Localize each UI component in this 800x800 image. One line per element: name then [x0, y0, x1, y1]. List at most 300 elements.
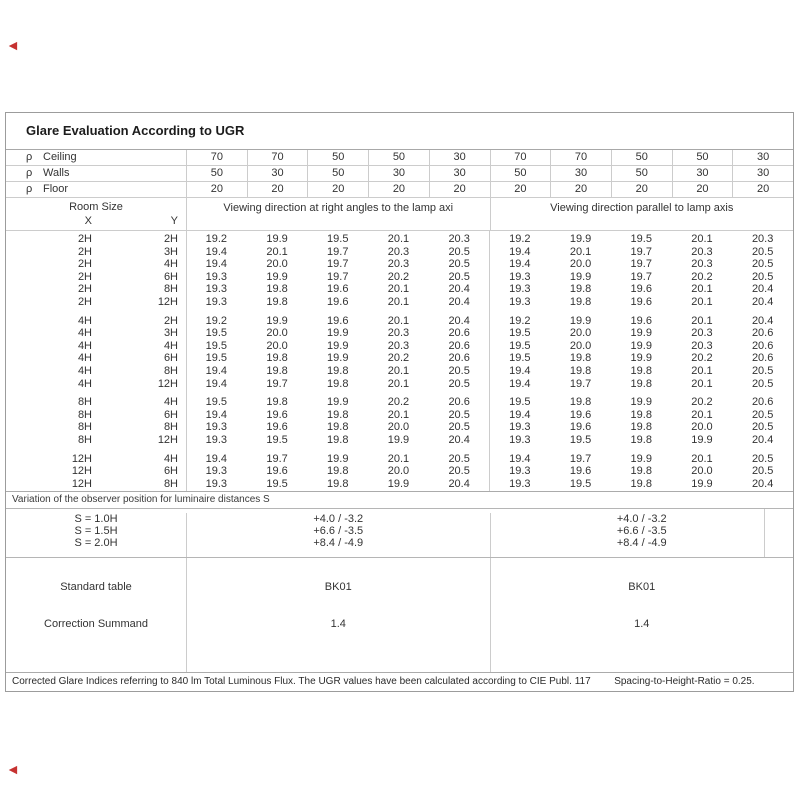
ugr-value: 19.7 [327, 245, 349, 258]
ugr-value: 19.4 [509, 377, 531, 390]
rho-value: 20 [550, 182, 611, 197]
ugr-value: 19.9 [327, 396, 349, 409]
ugr-value: 20.1 [691, 283, 713, 296]
ugr-value: 19.4 [205, 377, 228, 390]
ugr-value: 19.3 [205, 477, 228, 490]
ugr-value: 20.0 [569, 339, 592, 352]
s-distance-label: S = 2.0H [74, 537, 118, 549]
ugr-value: 19.8 [630, 477, 652, 490]
ugr-value: 19.8 [266, 352, 288, 365]
table-row [6, 434, 793, 447]
room-x: 8H [77, 421, 92, 434]
rho-surface-name: Floor [43, 183, 69, 195]
ugr-value: 19.9 [387, 477, 410, 490]
ugr-value: 20.5 [448, 452, 470, 465]
ugr-group-4 [6, 453, 793, 491]
ugr-value: 20.3 [751, 233, 774, 245]
room-y: 6H [163, 465, 178, 478]
ugr-value: 19.5 [509, 352, 531, 365]
ugr-value: 19.8 [327, 465, 349, 478]
room-x: 4H [77, 339, 92, 352]
ugr-value: 20.5 [448, 421, 470, 434]
ugr-value: 20.1 [266, 245, 288, 258]
ugr-value: 20.3 [387, 258, 410, 271]
room-y: 3H [163, 245, 178, 258]
divider-between-halves [489, 231, 490, 491]
ugr-value: 19.9 [327, 452, 349, 465]
ugr-value: 20.6 [448, 339, 470, 352]
room-y: 4H [163, 452, 178, 465]
red-arrow-icon-bottom: ◄ [6, 761, 20, 777]
ugr-value: 20.5 [448, 245, 470, 258]
ugr-value: 19.6 [569, 408, 592, 421]
ugr-value: 20.6 [751, 339, 774, 352]
ugr-value: 19.8 [630, 465, 652, 478]
footer-text: Corrected Glare Indices referring to 840 lm Total Luminous Flux. The UGR values have been calculated according to CIE Publ. 117 [12, 676, 591, 687]
ugr-value: 19.2 [205, 233, 228, 245]
ugr-value: 19.3 [205, 433, 228, 446]
ugr-value: 19.6 [266, 421, 288, 434]
ugr-value: 19.9 [327, 352, 349, 365]
room-x: 2H [77, 295, 92, 308]
ugr-value: 19.9 [387, 433, 410, 446]
ugr-value: 20.5 [751, 465, 774, 478]
rho-value: 50 [186, 166, 247, 181]
s-values-left [186, 513, 490, 557]
ugr-value: 19.6 [569, 465, 592, 478]
ugr-value: 19.8 [327, 477, 349, 490]
ugr-value: 20.0 [387, 465, 410, 478]
rho-value: 30 [732, 166, 793, 181]
room-x: 12H [71, 452, 92, 465]
ugr-value: 19.3 [205, 283, 228, 296]
room-y: 8H [163, 283, 178, 296]
ugr-value: 20.2 [387, 396, 410, 409]
rho-value: 20 [672, 182, 733, 197]
ugr-value: 19.9 [569, 270, 592, 283]
ugr-data-rows [6, 233, 793, 490]
ugr-value: 19.5 [205, 352, 228, 365]
ugr-value: 20.5 [751, 408, 774, 421]
ugr-value: 20.5 [751, 245, 774, 258]
ugr-value: 20.1 [387, 408, 410, 421]
ugr-value: 19.5 [630, 233, 652, 245]
correction-summand-label: Correction Summand [44, 618, 148, 630]
table-row [6, 327, 793, 340]
ugr-value: 20.3 [691, 245, 713, 258]
rho-value: 20 [429, 182, 490, 197]
room-x: 4H [77, 327, 92, 340]
room-y: 2H [163, 233, 178, 245]
room-y: 12H [157, 433, 178, 446]
table-row [6, 352, 793, 365]
s-correction-right: +8.4 / -4.9 [616, 537, 667, 549]
room-x: 2H [77, 245, 92, 258]
correction-summand-value-right: 1.4 [634, 618, 650, 630]
ugr-value: 19.3 [509, 433, 531, 446]
ugr-value: 20.4 [448, 295, 470, 308]
ugr-value: 20.0 [569, 258, 592, 271]
rho-value: 20 [732, 182, 793, 197]
s-distance-label: S = 1.0H [74, 513, 118, 525]
ugr-value: 20.1 [691, 295, 713, 308]
ugr-value: 19.4 [205, 364, 228, 377]
table-row [6, 340, 793, 353]
ugr-value: 19.2 [509, 233, 531, 245]
ugr-value: 20.1 [387, 283, 410, 296]
ugr-value: 19.8 [327, 377, 349, 390]
ugr-group-2 [6, 315, 793, 391]
ugr-value: 19.8 [266, 283, 288, 296]
table-row [6, 478, 793, 491]
ugr-value: 19.8 [569, 295, 592, 308]
table-row [6, 409, 793, 422]
rho-value: 20 [247, 182, 308, 197]
s-values-right [490, 513, 794, 557]
room-y: 4H [163, 396, 178, 409]
ugr-value: 20.5 [448, 377, 470, 390]
ugr-value: 19.4 [509, 245, 531, 258]
rho-value: 20 [368, 182, 429, 197]
room-y: 6H [163, 270, 178, 283]
ugr-data-block [6, 231, 793, 492]
room-x: 4H [77, 377, 92, 390]
ugr-value: 20.4 [448, 433, 470, 446]
table-row [6, 283, 793, 296]
divider-right-margin [764, 509, 765, 557]
ugr-value: 19.3 [205, 270, 228, 283]
rho-value: 20 [490, 182, 551, 197]
ugr-value: 20.0 [569, 327, 592, 340]
table-row [6, 453, 793, 466]
room-y: 6H [163, 352, 178, 365]
ugr-value: 19.4 [509, 452, 531, 465]
ugr-value: 19.5 [569, 433, 592, 446]
ugr-value: 20.5 [751, 452, 774, 465]
ugr-value: 20.0 [691, 465, 713, 478]
lower-block [6, 558, 793, 673]
ugr-value: 20.3 [387, 327, 410, 340]
rho-label [6, 150, 186, 165]
x-column-label: X [84, 215, 92, 227]
room-y: 2H [163, 314, 178, 327]
rho-value: 30 [732, 150, 793, 165]
ugr-value: 20.5 [448, 270, 470, 283]
rho-value: 50 [368, 150, 429, 165]
ugr-value: 20.5 [751, 270, 774, 283]
ugr-value: 20.6 [751, 352, 774, 365]
ugr-value: 19.3 [205, 295, 228, 308]
ugr-value: 19.5 [205, 339, 228, 352]
ugr-value: 20.1 [387, 295, 410, 308]
rho-value: 70 [550, 150, 611, 165]
rho-value: 70 [247, 150, 308, 165]
table-row [6, 258, 793, 271]
rho-value: 50 [672, 150, 733, 165]
ugr-value: 20.4 [751, 283, 774, 296]
s-correction-left: +6.6 / -3.5 [313, 525, 364, 537]
s-labels [6, 513, 186, 557]
room-x: 2H [77, 283, 92, 296]
table-row [6, 315, 793, 328]
ugr-value: 19.3 [509, 477, 531, 490]
table-row [6, 465, 793, 478]
rho-value: 50 [490, 166, 551, 181]
rho-value: 50 [307, 150, 368, 165]
ugr-value: 19.9 [266, 314, 288, 327]
room-y: 8H [163, 364, 178, 377]
left-viewing-direction-heading: Viewing direction at right angles to the lamp axi [186, 198, 490, 230]
room-x: 2H [77, 233, 92, 245]
ugr-value: 19.6 [327, 283, 349, 296]
room-x: 4H [77, 352, 92, 365]
ugr-value: 19.7 [266, 452, 288, 465]
footer-ratio: Spacing-to-Height-Ratio = 0.25. [614, 676, 755, 687]
room-y: 8H [163, 477, 178, 490]
ugr-value: 20.5 [448, 364, 470, 377]
ugr-value: 19.5 [509, 327, 531, 340]
ugr-value: 20.4 [751, 433, 774, 446]
room-x: 4H [77, 364, 92, 377]
ugr-value: 19.9 [630, 452, 652, 465]
ugr-value: 20.5 [751, 421, 774, 434]
room-size-label: Room Size [69, 201, 123, 213]
ugr-value: 19.8 [630, 421, 652, 434]
room-y: 4H [163, 339, 178, 352]
ugr-value: 19.9 [630, 327, 652, 340]
table-row [6, 421, 793, 434]
ugr-value: 19.9 [327, 339, 349, 352]
ugr-value: 20.5 [448, 258, 470, 271]
ugr-value: 19.5 [509, 396, 531, 409]
ugr-value: 20.0 [266, 339, 288, 352]
ugr-value: 20.3 [691, 258, 713, 271]
ugr-value: 19.5 [266, 477, 288, 490]
rho-value: 30 [368, 166, 429, 181]
correction-summand-value-left: 1.4 [330, 618, 346, 630]
rho-symbol: ρ [26, 151, 33, 163]
ugr-value: 19.9 [630, 396, 652, 409]
room-y: 12H [157, 295, 178, 308]
rho-value: 20 [611, 182, 672, 197]
room-x: 2H [77, 258, 92, 271]
ugr-value: 19.3 [509, 465, 531, 478]
rho-row-floor [6, 182, 793, 198]
ugr-value: 19.6 [266, 465, 288, 478]
ugr-value: 19.7 [630, 270, 652, 283]
ugr-value: 20.5 [751, 258, 774, 271]
ugr-value: 19.9 [691, 433, 713, 446]
rho-value: 50 [611, 166, 672, 181]
ugr-value: 19.3 [509, 283, 531, 296]
ugr-value: 19.4 [205, 245, 228, 258]
ugr-value: 19.7 [630, 258, 652, 271]
ugr-value: 19.8 [630, 377, 652, 390]
ugr-value: 19.7 [630, 245, 652, 258]
room-y: 6H [163, 408, 178, 421]
rho-value: 20 [186, 182, 247, 197]
ugr-value: 19.5 [266, 433, 288, 446]
y-column-label: Y [170, 215, 178, 227]
ugr-value: 19.4 [205, 408, 228, 421]
table-title: Glare Evaluation According to UGR [6, 113, 793, 150]
table-row [6, 246, 793, 259]
rho-value: 20 [307, 182, 368, 197]
rho-rows [6, 150, 793, 198]
s-distance-label: S = 1.5H [74, 525, 118, 537]
rho-value: 30 [429, 150, 490, 165]
ugr-value: 20.1 [691, 377, 713, 390]
s-correction-right: +6.6 / -3.5 [616, 525, 667, 537]
room-x: 8H [77, 433, 92, 446]
standard-table-label: Standard table [60, 581, 132, 593]
ugr-value: 19.6 [630, 295, 652, 308]
ugr-value: 20.3 [448, 233, 470, 245]
ugr-value: 19.8 [327, 364, 349, 377]
room-x: 12H [71, 477, 92, 490]
ugr-value: 19.7 [327, 270, 349, 283]
ugr-value: 19.6 [327, 314, 349, 327]
ugr-value: 20.0 [266, 327, 288, 340]
ugr-value: 19.7 [569, 377, 592, 390]
ugr-value: 20.0 [691, 421, 713, 434]
ugr-value: 19.8 [327, 421, 349, 434]
ugr-value: 20.5 [751, 377, 774, 390]
ugr-value: 19.7 [327, 258, 349, 271]
table-row [6, 233, 793, 246]
divider-after-y-column [186, 231, 187, 491]
rho-surface-name: Ceiling [43, 151, 77, 163]
lower-values-left [186, 558, 490, 672]
ugr-value: 20.6 [448, 327, 470, 340]
table-row [6, 378, 793, 391]
rho-value: 70 [186, 150, 247, 165]
ugr-value: 20.4 [448, 314, 470, 327]
ugr-value: 20.3 [387, 245, 410, 258]
ugr-value: 19.9 [327, 327, 349, 340]
table-row [6, 271, 793, 284]
ugr-value: 20.2 [691, 270, 713, 283]
ugr-value: 20.6 [751, 327, 774, 340]
rho-row-ceiling [6, 150, 793, 166]
ugr-value: 20.6 [448, 396, 470, 409]
ugr-value: 19.9 [569, 314, 592, 327]
ugr-value: 19.8 [569, 364, 592, 377]
room-header [6, 198, 793, 231]
ugr-value: 19.5 [569, 477, 592, 490]
ugr-value: 20.4 [751, 295, 774, 308]
ugr-value: 19.9 [691, 477, 713, 490]
ugr-value: 20.6 [751, 396, 774, 409]
ugr-value: 20.3 [387, 339, 410, 352]
ugr-value: 20.4 [448, 477, 470, 490]
room-x: 12H [71, 465, 92, 478]
ugr-value: 19.9 [630, 339, 652, 352]
ugr-value: 20.1 [691, 408, 713, 421]
ugr-value: 20.5 [751, 364, 774, 377]
room-x: 2H [77, 270, 92, 283]
lower-labels [6, 558, 186, 672]
ugr-value: 19.8 [569, 283, 592, 296]
red-arrow-icon-top: ◄ [6, 37, 20, 53]
ugr-value: 19.5 [205, 327, 228, 340]
ugr-value: 19.7 [569, 452, 592, 465]
ugr-value: 20.1 [569, 245, 592, 258]
lower-values-right [490, 558, 794, 672]
ugr-value: 20.4 [751, 477, 774, 490]
right-viewing-direction-heading: Viewing direction parallel to lamp axis [490, 198, 794, 230]
ugr-value: 20.2 [691, 352, 713, 365]
ugr-value: 19.8 [569, 352, 592, 365]
ugr-value: 19.4 [509, 258, 531, 271]
room-x: 8H [77, 396, 92, 409]
room-y: 8H [163, 421, 178, 434]
ugr-value: 20.5 [448, 465, 470, 478]
room-y: 3H [163, 327, 178, 340]
s-correction-left: +8.4 / -4.9 [313, 537, 364, 549]
ugr-group-3 [6, 396, 793, 446]
s-correction-right: +4.0 / -3.2 [616, 513, 667, 525]
ugr-value: 19.5 [509, 339, 531, 352]
ugr-value: 20.4 [448, 283, 470, 296]
rho-row-walls [6, 166, 793, 182]
ugr-value: 20.3 [691, 327, 713, 340]
ugr-value: 19.6 [569, 421, 592, 434]
ugr-value: 20.1 [691, 364, 713, 377]
ugr-value: 19.2 [205, 314, 228, 327]
ugr-value: 20.4 [751, 314, 774, 327]
ugr-value: 20.1 [691, 452, 713, 465]
ugr-value: 20.1 [387, 314, 410, 327]
ugr-value: 19.3 [509, 270, 531, 283]
ugr-value: 19.8 [327, 433, 349, 446]
ugr-value: 19.3 [509, 421, 531, 434]
ugr-value: 20.2 [387, 270, 410, 283]
rho-value: 30 [672, 166, 733, 181]
variation-note: Variation of the observer position for luminaire distances S [6, 492, 793, 509]
ugr-value: 20.2 [691, 396, 713, 409]
ugr-value: 19.2 [509, 314, 531, 327]
ugr-value: 19.6 [327, 295, 349, 308]
rho-value: 30 [550, 166, 611, 181]
ugr-group-1 [6, 233, 793, 309]
table-row [6, 365, 793, 378]
ugr-value: 19.6 [630, 314, 652, 327]
rho-value: 30 [429, 166, 490, 181]
ugr-value: 20.0 [387, 421, 410, 434]
room-y: 4H [163, 258, 178, 271]
ugr-value: 19.9 [266, 233, 288, 245]
ugr-value: 20.1 [387, 377, 410, 390]
ugr-value: 19.4 [509, 364, 531, 377]
room-y: 12H [157, 377, 178, 390]
ugr-value: 19.8 [266, 364, 288, 377]
ugr-table [5, 112, 794, 692]
rho-surface-name: Walls [43, 167, 70, 179]
ugr-value: 19.5 [205, 396, 228, 409]
room-x: 4H [77, 314, 92, 327]
rho-value: 50 [611, 150, 672, 165]
standard-table-value-right: BK01 [628, 581, 656, 593]
ugr-value: 20.3 [691, 339, 713, 352]
footer-note [6, 673, 793, 691]
ugr-value: 20.1 [387, 452, 410, 465]
ugr-value: 19.8 [630, 364, 652, 377]
ugr-value: 19.6 [266, 408, 288, 421]
ugr-value: 19.8 [630, 408, 652, 421]
ugr-value: 20.0 [266, 258, 288, 271]
ugr-value: 20.6 [448, 352, 470, 365]
